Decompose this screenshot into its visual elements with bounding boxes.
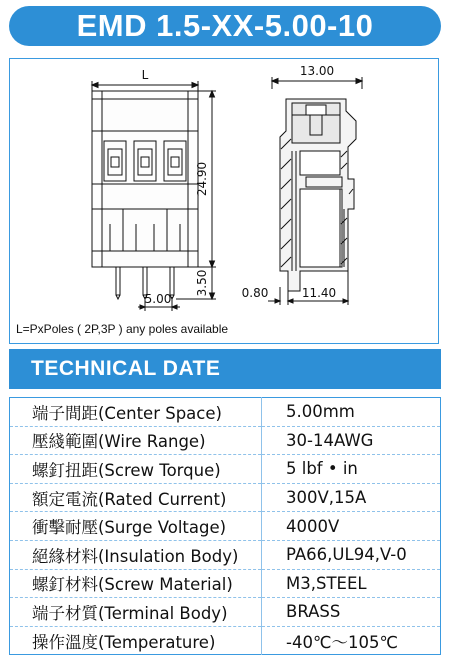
technical-drawing [9,58,439,344]
spec-label: 絕緣材料(Insulation Body) [10,540,262,569]
table-row [10,626,441,655]
table-row [10,426,441,455]
spec-label: 端子間距(Center Space) [10,398,262,427]
dim-pitch: 5.00 [144,292,172,306]
spec-label: 端子材質(Terminal Body) [10,598,262,627]
dim-pin-length: 3.50 [195,269,209,297]
drawing-svg [10,59,440,345]
table-row [10,483,441,512]
table-row [10,398,441,427]
section-title: TECHNICAL DATE [31,357,221,380]
product-title: EMD 1.5-XX-5.00-10 [76,8,374,43]
dim-depth: 11.40 [301,286,337,300]
table-row [10,512,441,541]
spec-label: 螺釘材料(Screw Material) [10,569,262,598]
spec-table [9,397,441,655]
spec-label: 額定電流(Rated Current) [10,483,262,512]
spec-label: 螺釘扭距(Screw Torque) [10,455,262,484]
table-row [10,455,441,484]
spec-value: 4000V [262,512,441,541]
table-row [10,598,441,627]
spec-value: BRASS [262,598,441,627]
spec-value: 30-14AWG [262,426,441,455]
title-bar [9,6,441,46]
poles-note: L=PxPoles ( 2P,3P ) any poles available [16,322,229,336]
spec-value: -40℃～105℃ [286,632,399,652]
dim-height: 24.90 [195,161,209,197]
table-row [10,569,441,598]
spec-label: 壓綫範圍(Wire Range) [10,426,262,455]
dim-offset: 0.80 [241,286,269,300]
spec-value: 5.00mm [262,398,441,427]
spec-value: 5 lbf • in [262,455,441,484]
spec-label: 衝擊耐壓(Surge Voltage) [10,512,262,541]
spec-value: 300V,15A [262,483,441,512]
spec-value: PA66,UL94,V-0 [262,540,441,569]
dim-width-top: 13.00 [299,64,335,78]
spec-value: M3,STEEL [262,569,441,598]
dim-length-label: L [141,68,149,82]
section-header [9,349,441,389]
spec-label: 操作溫度(Temperature) [10,626,262,655]
table-row [10,540,441,569]
